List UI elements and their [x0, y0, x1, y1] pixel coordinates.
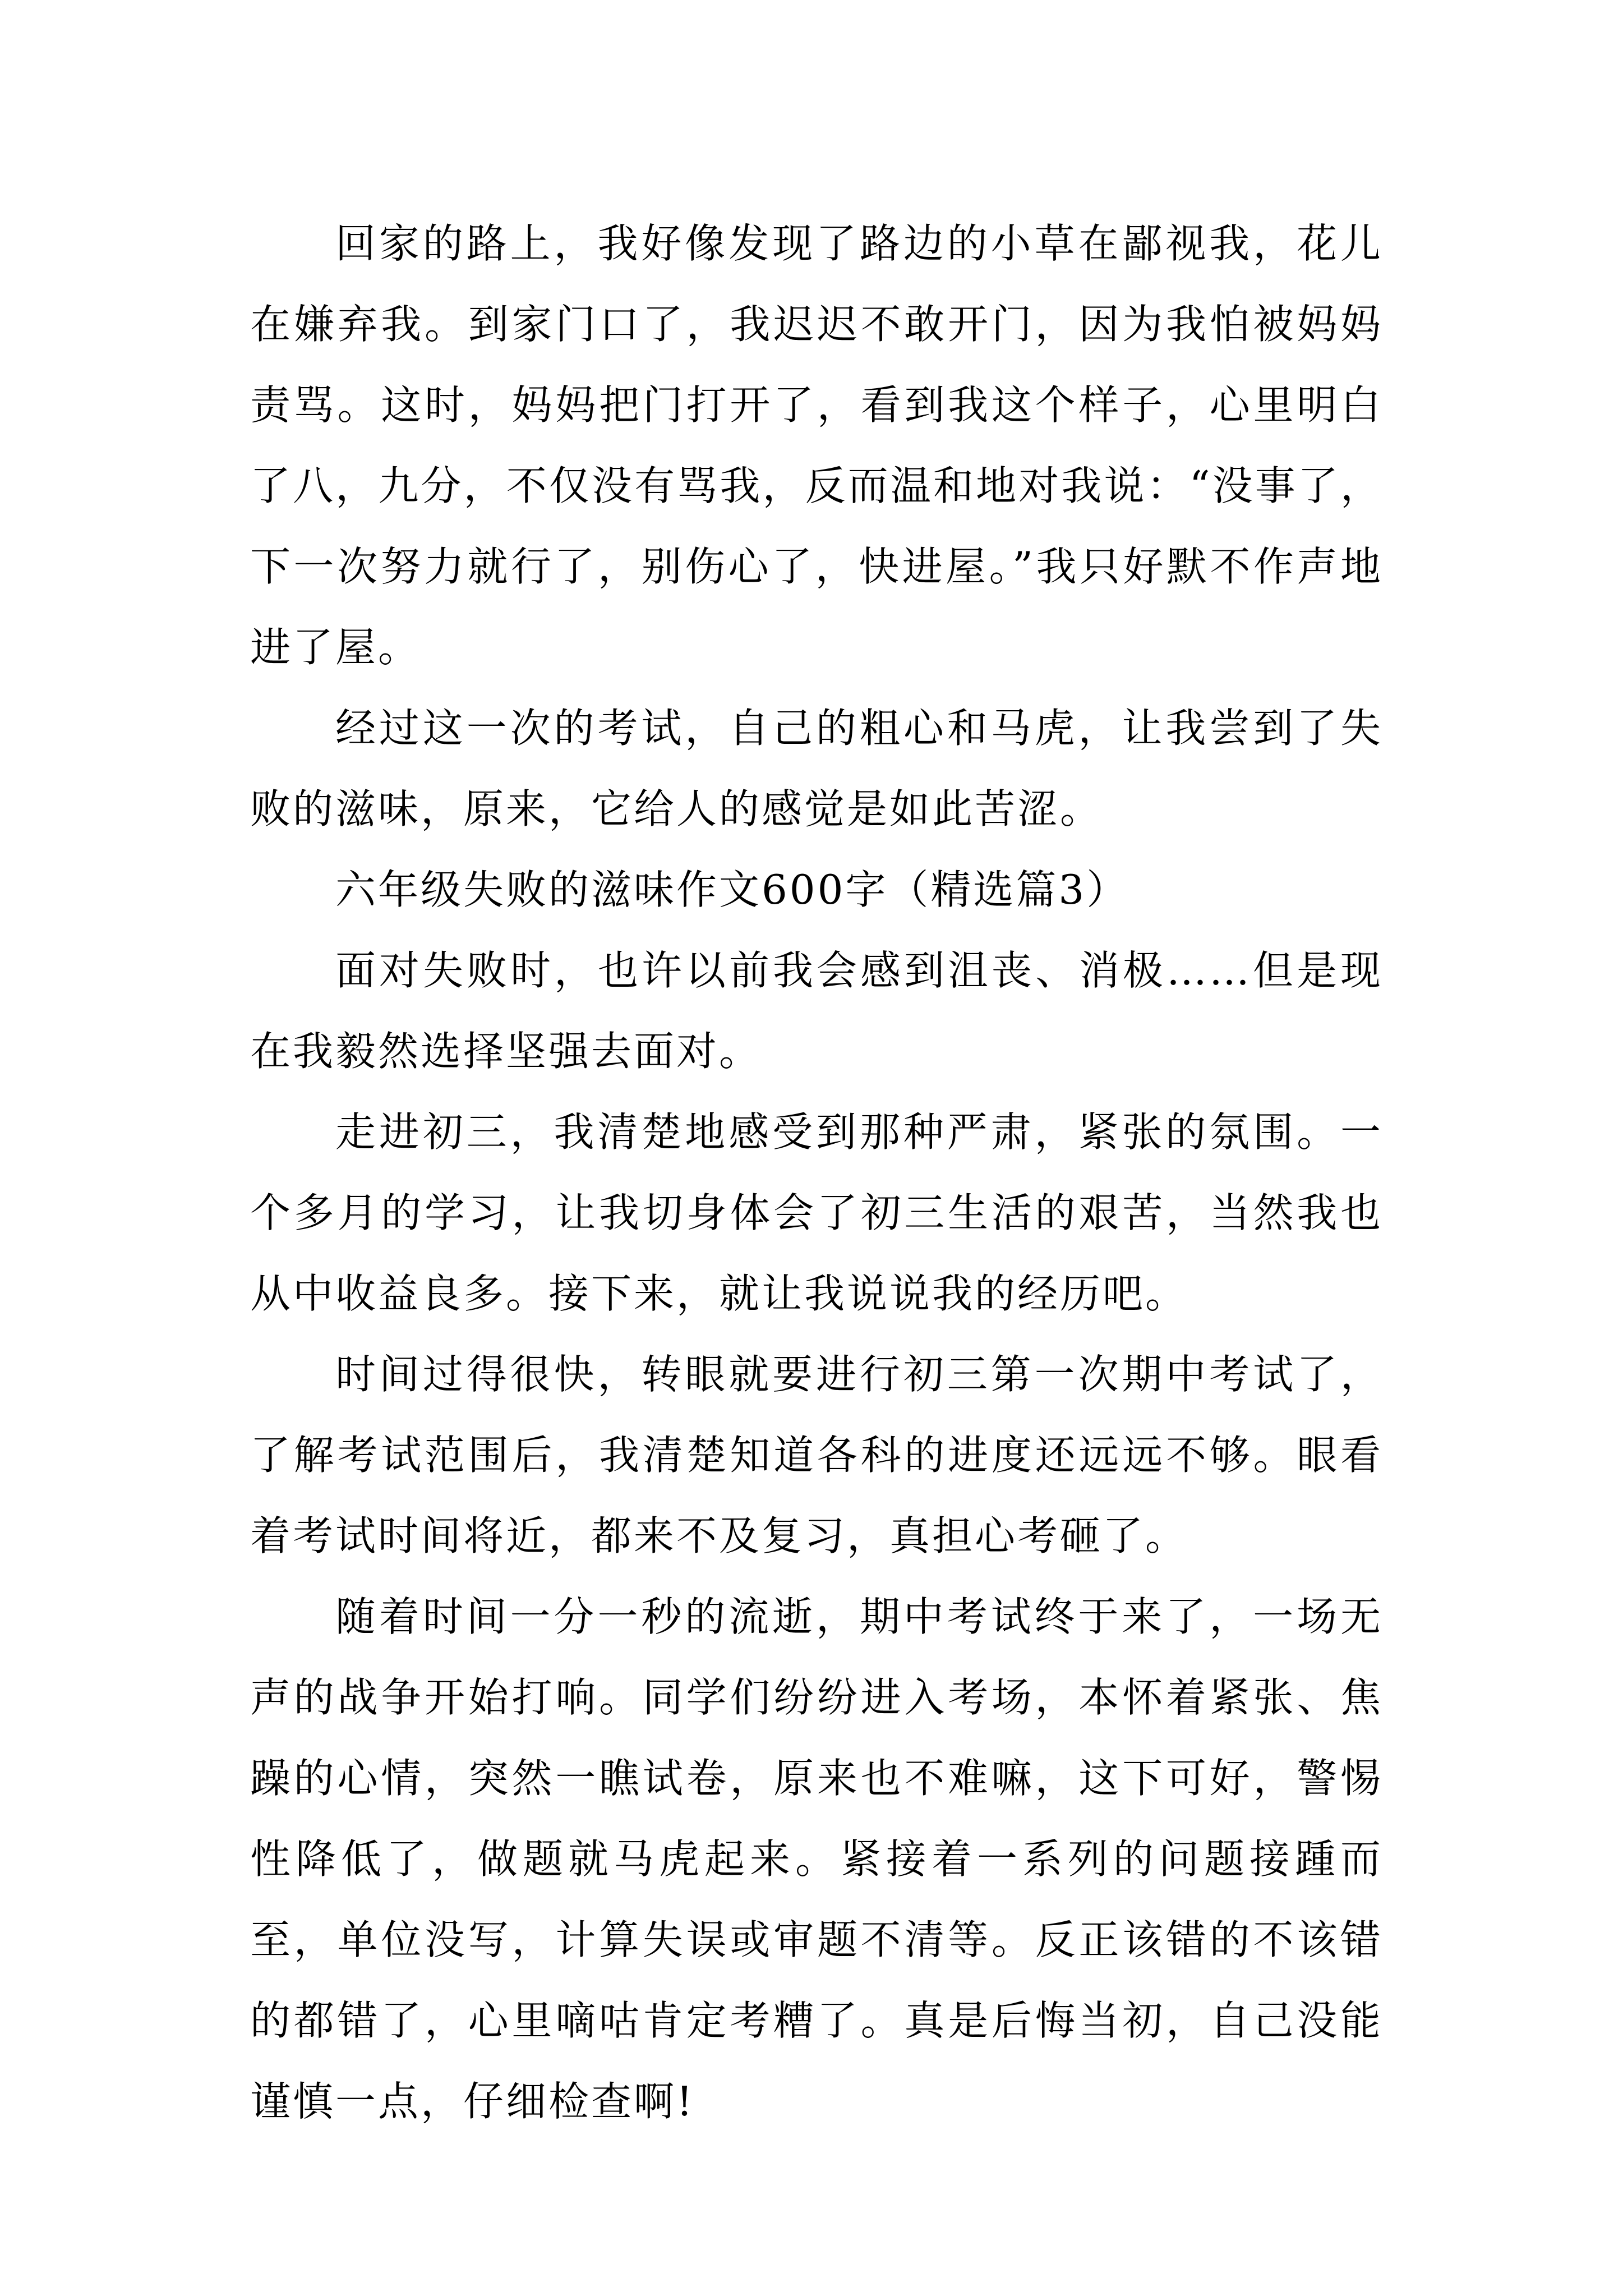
paragraph-grade-nine: 走进初三，我清楚地感受到那种严肃，紧张的氛围。一个多月的学习，让我切身体会了初三生活的艰苦，当然我也从中收益良多。接下来，就让我说说我的经历吧。 [250, 1108, 1383, 1317]
paragraph-taste-of-failure: 经过这一次的考试，自己的粗心和马虎，让我尝到了失败的滋味，原来，它给人的感觉是如此苦涩。 [250, 705, 1383, 832]
paragraph-facing-failure: 面对失败时，也许以前我会感到沮丧、消极……但是现在我毅然选择坚强去面对。 [250, 947, 1383, 1075]
paragraph-exam-day: 随着时间一分一秒的流逝，期中考试终于来了，一场无声的战争开始打响。同学们纷纷进入考场，本怀着紧张、焦躁的心情，突然一瞧试卷，原来也不难嘛，这下可好，警惕性降低了，做题就马虎起来。紧接着一系列的问题接踵而至，单位没写，计算失误或审题不清等。反正该错的不该错的都错了，心里嘀咕肯定考糟了。真是后悔当初，自己没能谨慎一点，仔细检查啊! [250, 1593, 1383, 2125]
section-title: 六年级失败的滋味作文600字（精选篇3） [335, 866, 1129, 913]
paragraph-exam-approaching: 时间过得很快，转眼就要进行初三第一次期中考试了，了解考试范围后，我清楚知道各科的进度还远远不够。眼看着考试时间将近，都来不及复习，真担心考砸了。 [250, 1351, 1383, 1559]
document-body [250, 203, 1383, 2142]
paragraph-going-home: 回家的路上，我好像发现了路边的小草在鄙视我，花儿在嫌弃我。到家门口了，我迟迟不敢开门，因为我怕被妈妈责骂。这时，妈妈把门打开了，看到我这个样子，心里明白了八，九分，不仅没有骂我，反而温和地对我说：“没事了，下一次努力就行了，别伤心了，快进屋。”我只好默不作声地进了屋。 [250, 220, 1383, 671]
